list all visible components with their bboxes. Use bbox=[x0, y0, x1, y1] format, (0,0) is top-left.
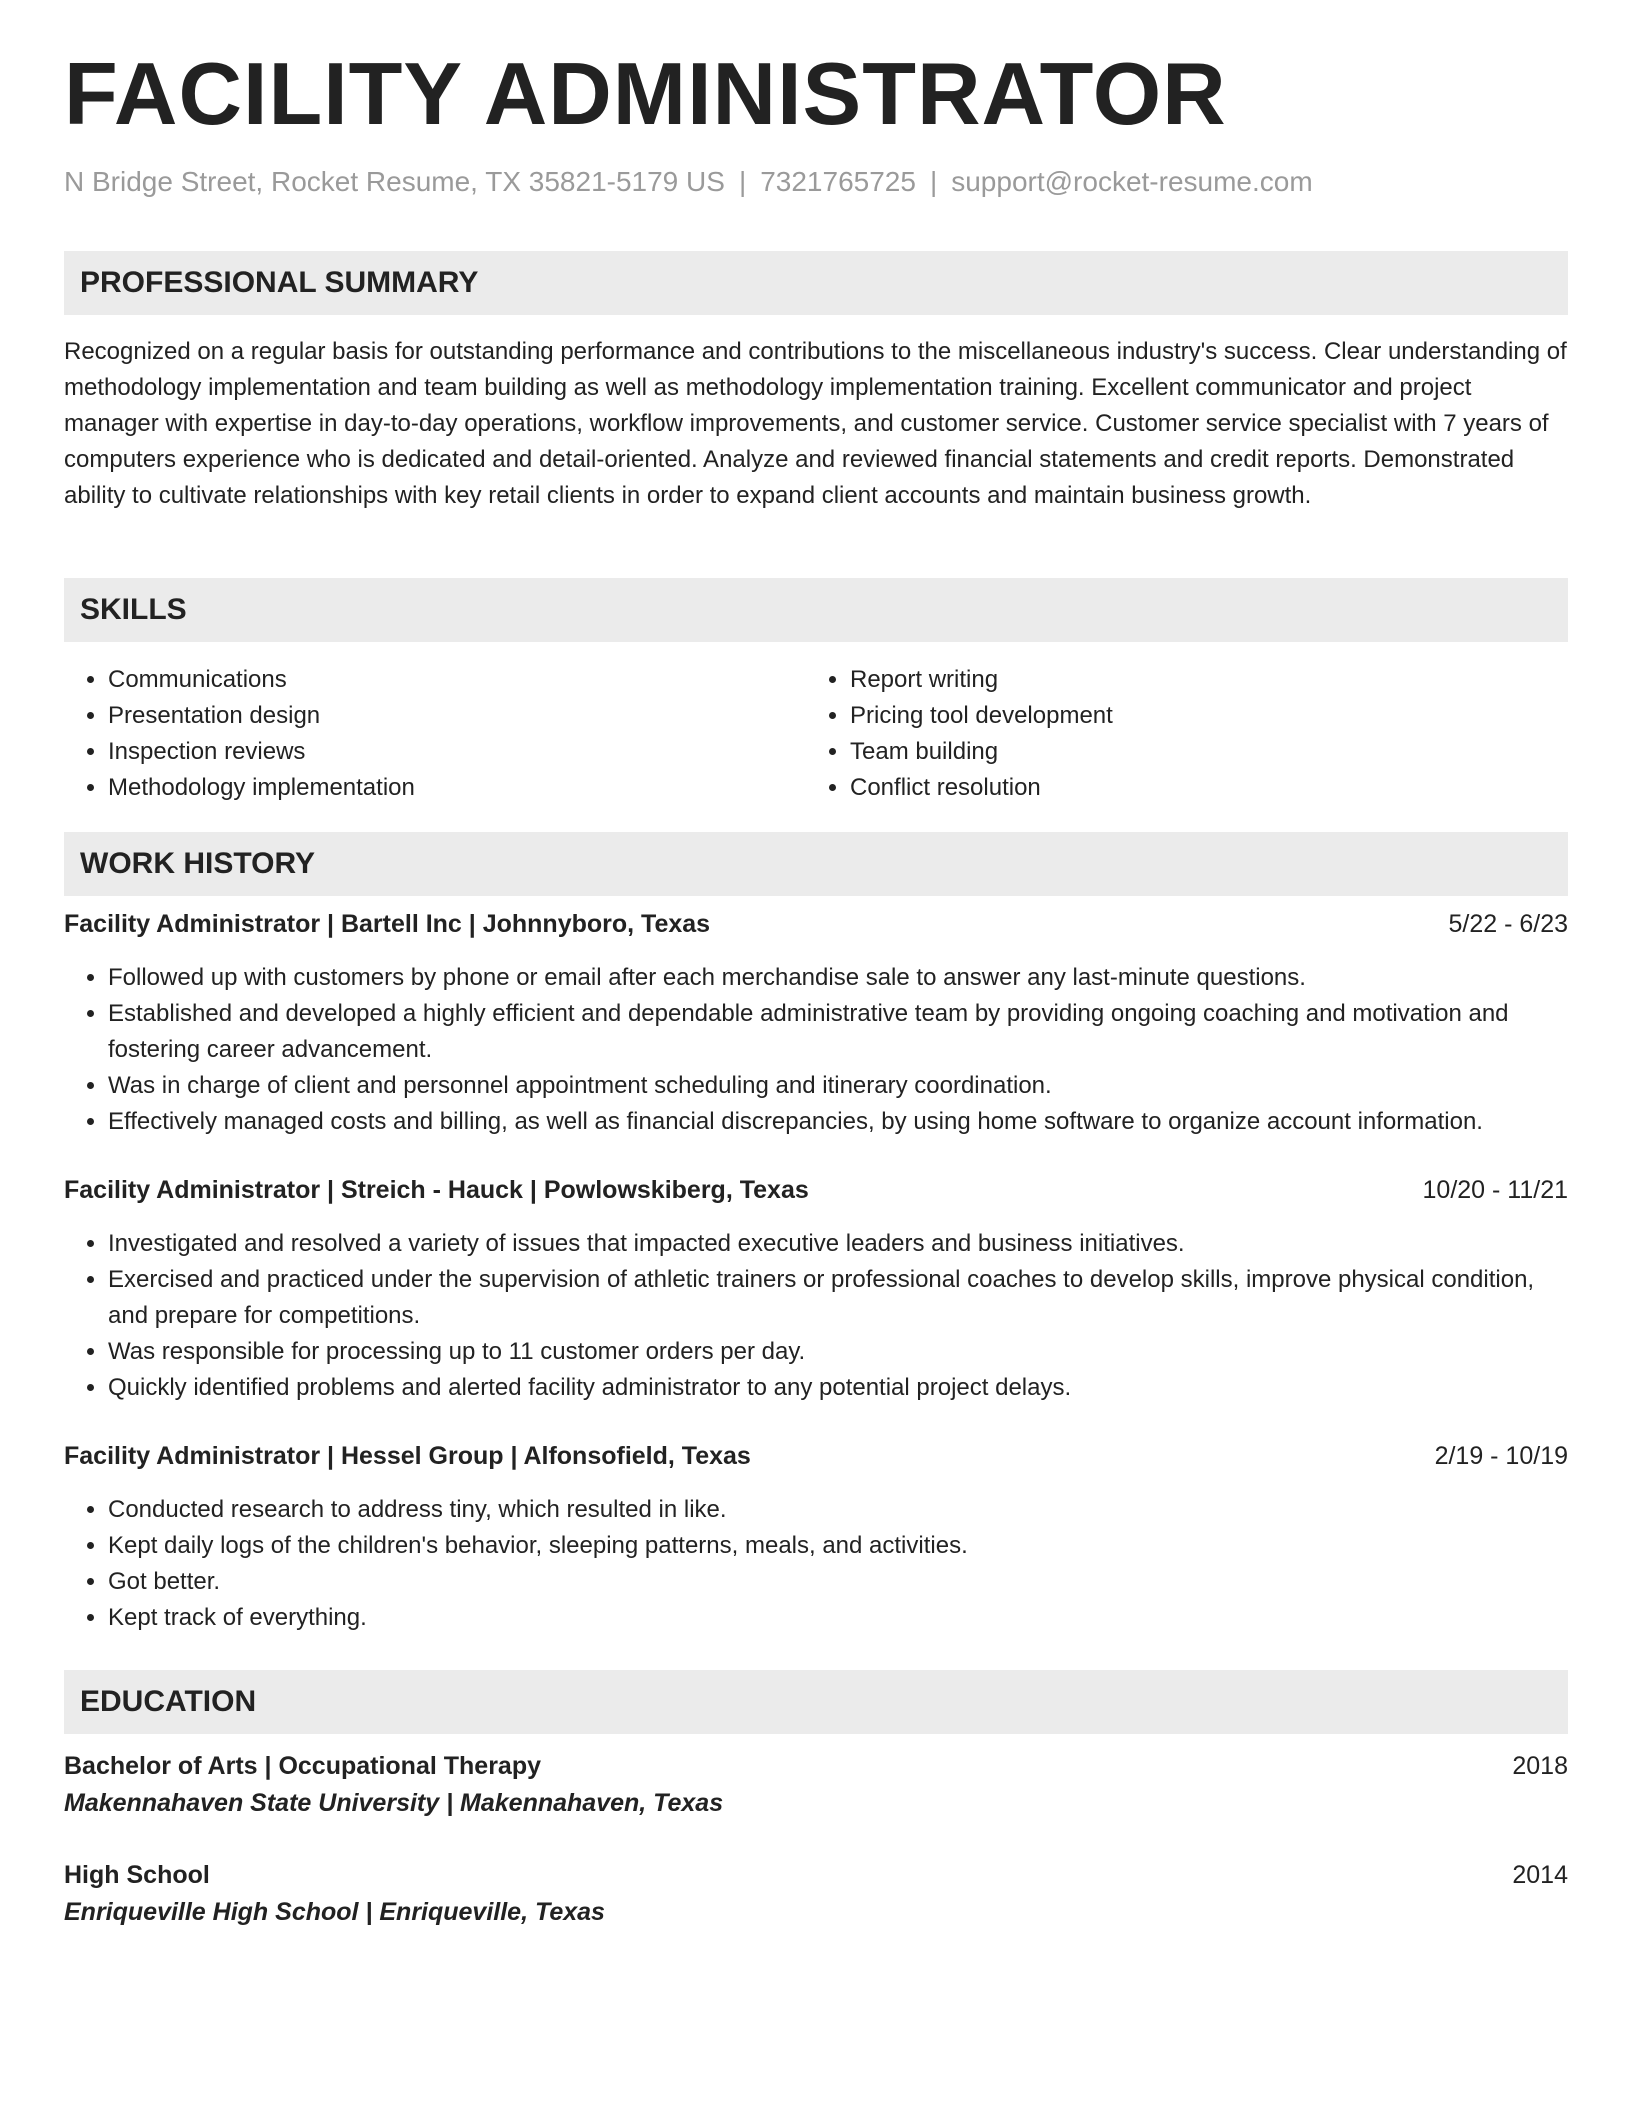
contact-separator: | bbox=[738, 166, 747, 197]
job-dates: 5/22 - 6/23 bbox=[1448, 910, 1568, 938]
job-entry bbox=[64, 1442, 1568, 1636]
job-bullet: • Was in charge of client and personnel appointment scheduling and itinerary coordination. bbox=[108, 1068, 1568, 1104]
education-heading: EDUCATION bbox=[80, 1685, 257, 1718]
contact-line bbox=[64, 166, 1313, 198]
skill-item: • Report writing bbox=[850, 662, 1548, 698]
skill-item: • Pricing tool development bbox=[850, 698, 1548, 734]
contact-separator: | bbox=[929, 166, 938, 197]
work-heading: WORK HISTORY bbox=[80, 847, 316, 880]
job-bullet: • Exercised and practiced under the supervision of athletic trainers or professional coaches to develop skills, improve physical condition, and prepare for competitions. bbox=[108, 1262, 1568, 1334]
skill-item: • Conflict resolution bbox=[850, 770, 1548, 806]
job-bullets bbox=[64, 1226, 1568, 1406]
contact-address: N Bridge Street, Rocket Resume, TX 35821-5179 US bbox=[64, 166, 725, 197]
job-entry bbox=[64, 1176, 1568, 1406]
education-entry bbox=[64, 1861, 1568, 1927]
job-bullet: • Established and developed a highly efficient and dependable administrative team by providing ongoing coaching and motivation and fostering career advancement. bbox=[108, 996, 1568, 1068]
job-bullet: • Kept daily logs of the children's behavior, sleeping patterns, meals, and activities. bbox=[108, 1528, 1568, 1564]
education-year: 2018 bbox=[1512, 1752, 1568, 1780]
skill-item: • Inspection reviews bbox=[108, 734, 806, 770]
education-degree: Bachelor of Arts | Occupational Therapy bbox=[64, 1752, 542, 1780]
education-degree: High School bbox=[64, 1861, 210, 1889]
job-bullets bbox=[64, 960, 1568, 1140]
candidate-name: FACILITY ADMINISTRATOR bbox=[64, 44, 1227, 143]
education-entry bbox=[64, 1752, 1568, 1818]
job-entry bbox=[64, 910, 1568, 1140]
skill-item: • Communications bbox=[108, 662, 806, 698]
job-bullets bbox=[64, 1492, 1568, 1636]
job-title: Facility Administrator | Bartell Inc | Johnnyboro, Texas bbox=[64, 910, 711, 938]
education-school: Enriqueville High School | Enriqueville, Texas bbox=[64, 1898, 605, 1926]
skills-heading: SKILLS bbox=[80, 593, 187, 626]
job-bullet: • Quickly identified problems and alerted facility administrator to any potential project delays. bbox=[108, 1370, 1568, 1406]
contact-email: support@rocket-resume.com bbox=[951, 166, 1313, 197]
skill-item: • Methodology implementation bbox=[108, 770, 806, 806]
education-school: Makennahaven State University | Makennahaven, Texas bbox=[64, 1789, 724, 1817]
summary-text: Recognized on a regular basis for outstanding performance and contributions to the miscellaneous industry's success. Clear understanding of methodology implementation and team building as well as methodology implementation training. Excellent communicator and project manager with expertise in day-to-day operations, workflow improvements, and customer service. Customer service specialist with 7 years of computers experience who is dedicated and detail-oriented. Analyze and reviewed financial statements and credit reports. Demonstrated ability to cultivate relationships with key retail clients in order to expand client accounts and maintain business growth. bbox=[64, 338, 1567, 509]
job-bullet: • Effectively managed costs and billing, as well as financial discrepancies, by using home software to organize account information. bbox=[108, 1104, 1568, 1140]
skills-column-left bbox=[64, 662, 806, 806]
job-title: Facility Administrator | Hessel Group | Alfonsofield, Texas bbox=[64, 1442, 751, 1470]
summary-heading: PROFESSIONAL SUMMARY bbox=[80, 266, 479, 299]
contact-phone: 7321765725 bbox=[760, 166, 916, 197]
job-bullet: • Was responsible for processing up to 11 customer orders per day. bbox=[108, 1334, 1568, 1370]
job-bullet: • Got better. bbox=[108, 1564, 1568, 1600]
skills-list bbox=[64, 662, 1568, 806]
education-section-header bbox=[64, 1670, 1568, 1734]
job-bullet: • Conducted research to address tiny, which resulted in like. bbox=[108, 1492, 1568, 1528]
work-section-header bbox=[64, 832, 1568, 896]
job-bullet: • Kept track of everything. bbox=[108, 1600, 1568, 1636]
job-dates: 10/20 - 11/21 bbox=[1422, 1176, 1568, 1204]
education-year: 2014 bbox=[1512, 1861, 1568, 1889]
job-bullet: • Followed up with customers by phone or email after each merchandise sale to answer any last-minute questions. bbox=[108, 960, 1568, 996]
skill-item: • Presentation design bbox=[108, 698, 806, 734]
job-bullet: • Investigated and resolved a variety of issues that impacted executive leaders and business initiatives. bbox=[108, 1226, 1568, 1262]
skills-section-header bbox=[64, 578, 1568, 642]
job-dates: 2/19 - 10/19 bbox=[1434, 1442, 1568, 1470]
job-title: Facility Administrator | Streich - Hauck | Powlowskiberg, Texas bbox=[64, 1176, 809, 1204]
skills-column-right bbox=[806, 662, 1548, 806]
skill-item: • Team building bbox=[850, 734, 1548, 770]
summary-section-header bbox=[64, 251, 1568, 315]
